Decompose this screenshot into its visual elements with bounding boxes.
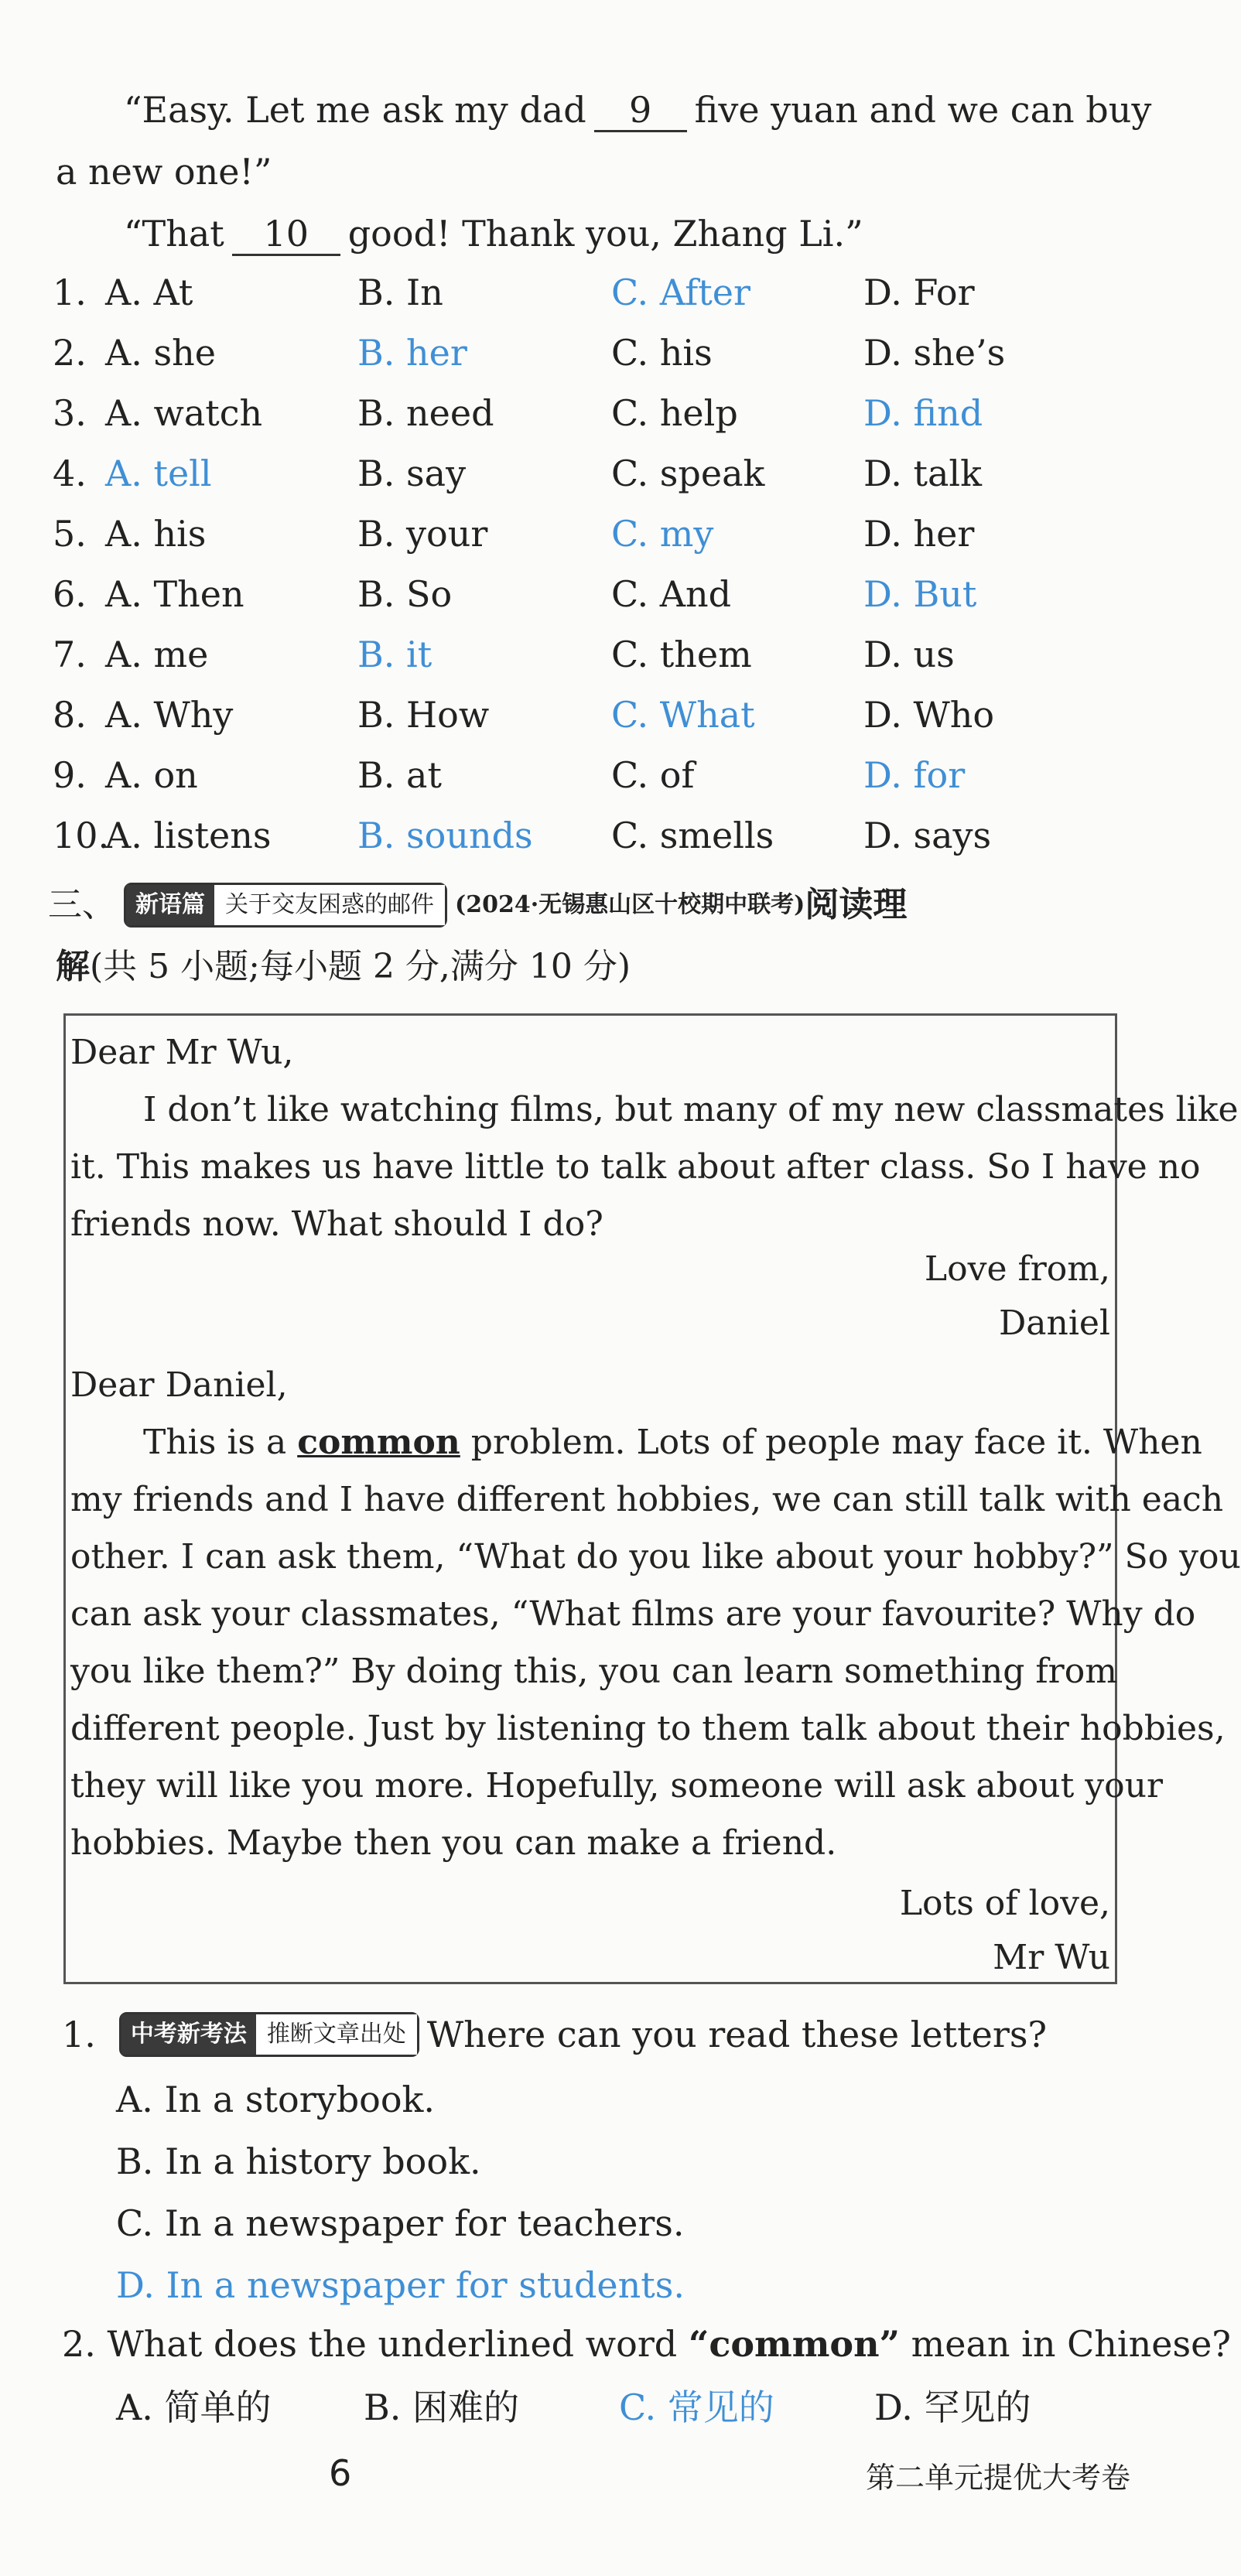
- q2-option-a[interactable]: A. 简单的: [116, 2386, 272, 2428]
- letter1-line: friends now. What should I do?: [70, 1204, 603, 1244]
- cloze-option-b[interactable]: B. In: [357, 272, 443, 313]
- letter2-first-line: [143, 1420, 1202, 1466]
- cloze-option-b-correct[interactable]: B. it: [357, 634, 432, 675]
- cloze-option-c[interactable]: C. speak: [611, 453, 765, 494]
- letter2-line: different people. Just by listening to them talk about their hobbies,: [70, 1709, 1226, 1748]
- letter2-line: hobbies. Maybe then you can make a friend.: [70, 1823, 837, 1863]
- cloze-item-number: 9.: [53, 754, 87, 796]
- cloze-item-number: 8.: [53, 694, 87, 736]
- question-text: mean in Chinese?: [911, 2323, 1231, 2365]
- cloze-option-d[interactable]: D. For: [863, 272, 975, 313]
- cloze-item-number: 1.: [53, 272, 87, 313]
- passage-line-2: a new one!”: [56, 151, 272, 193]
- q2-option-c-correct[interactable]: C. 常见的: [619, 2386, 774, 2428]
- cloze-option-b[interactable]: B. How: [357, 694, 490, 736]
- letter2-closing: Lots of love,: [899, 1884, 1110, 1923]
- blank-9: 9: [594, 90, 687, 132]
- section-title: 阅读理: [805, 885, 908, 924]
- section-number: 三、: [48, 885, 116, 924]
- cloze-item-number: 6.: [53, 573, 87, 615]
- passage-text: “That: [124, 213, 224, 255]
- cloze-option-d-correct[interactable]: D. for: [863, 754, 966, 796]
- cloze-option-d[interactable]: D. talk: [863, 453, 982, 494]
- letter2-line: my friends and I have different hobbies, we can still talk with each: [70, 1480, 1224, 1519]
- passage-text: “Easy. Let me ask my dad: [124, 89, 586, 131]
- page-number: 6: [329, 2452, 352, 2494]
- cloze-option-b[interactable]: B. say: [357, 453, 467, 494]
- underlined-word-common: common: [297, 1423, 460, 1462]
- exam-method-tag: [119, 2012, 419, 2057]
- cloze-option-a[interactable]: A. she: [105, 332, 216, 374]
- letter2-signature: Mr Wu: [993, 1938, 1110, 1977]
- cloze-option-b-correct[interactable]: B. her: [357, 332, 467, 374]
- cloze-option-d[interactable]: D. Who: [863, 694, 995, 736]
- question-1: [62, 2011, 1047, 2058]
- letter1-greeting: Dear Mr Wu,: [70, 1033, 294, 1072]
- passage-line-3: [124, 210, 863, 257]
- letter2-line: can ask your classmates, “What films are your favourite? Why do: [70, 1594, 1196, 1634]
- letter-text: This is a: [143, 1423, 287, 1462]
- cloze-option-c[interactable]: C. And: [611, 573, 732, 615]
- cloze-option-c[interactable]: C. smells: [611, 815, 774, 856]
- question-number: 2.: [62, 2323, 96, 2365]
- q1-option-c[interactable]: C. In a newspaper for teachers.: [116, 2202, 685, 2244]
- section-title-end: 解: [56, 947, 90, 986]
- cloze-option-d[interactable]: D. she’s: [863, 332, 1006, 374]
- cloze-option-a[interactable]: A. At: [105, 272, 193, 313]
- letter2-line: other. I can ask them, “What do you like about your hobby?” So you: [70, 1537, 1241, 1577]
- cloze-option-c[interactable]: C. help: [611, 392, 738, 434]
- cloze-option-d-correct[interactable]: D. find: [863, 392, 983, 434]
- cloze-option-a[interactable]: A. on: [105, 754, 198, 796]
- q2-option-b[interactable]: B. 困难的: [364, 2386, 520, 2428]
- cloze-option-d[interactable]: D. us: [863, 634, 955, 675]
- cloze-item-number: 3.: [53, 392, 87, 434]
- cloze-option-a-correct[interactable]: A. tell: [105, 453, 212, 494]
- letter1-line: I don’t like watching films, but many of my new classmates like: [143, 1090, 1239, 1129]
- letter1-signature: Daniel: [998, 1303, 1110, 1343]
- cloze-option-a[interactable]: A. Then: [105, 573, 244, 615]
- cloze-item-number: 10.: [53, 815, 110, 856]
- cloze-option-c[interactable]: C. his: [611, 332, 713, 374]
- letter2-line: they will like you more. Hopefully, someone will ask about your: [70, 1766, 1163, 1806]
- question-source: (2024·无锡惠山区十校期中联考): [455, 891, 805, 918]
- section-3-header: [48, 882, 907, 928]
- question-2: [62, 2321, 1231, 2367]
- question-keyword: “common”: [688, 2323, 900, 2365]
- cloze-option-d[interactable]: D. says: [863, 815, 992, 856]
- text-type-tag: [124, 883, 447, 928]
- question-text: Where can you read these letters?: [426, 2014, 1048, 2055]
- letter2-line: you like them?” By doing this, you can learn something from: [70, 1652, 1117, 1691]
- cloze-option-c[interactable]: C. of: [611, 754, 695, 796]
- section-3-instructions-line: [56, 944, 631, 990]
- q1-option-b[interactable]: B. In a history book.: [116, 2140, 481, 2182]
- passage-text: five yuan and we can buy: [694, 89, 1152, 131]
- cloze-option-c-correct[interactable]: C. my: [611, 513, 714, 555]
- question-number: 1.: [62, 2014, 96, 2055]
- cloze-option-b[interactable]: B. need: [357, 392, 494, 434]
- section-instructions: (共 5 小题;每小题 2 分,满分 10 分): [90, 947, 631, 986]
- letter1-line: it. This makes us have little to talk about after class. So I have no: [70, 1147, 1201, 1187]
- tag-label: 新语篇: [126, 885, 214, 925]
- cloze-item-number: 4.: [53, 453, 87, 494]
- tag-description: 推断文章出处: [256, 2014, 417, 2055]
- passage-line-1: [124, 87, 1151, 133]
- tag-label: 中考新考法: [121, 2014, 256, 2055]
- tag-description: 关于交友困惑的邮件: [214, 885, 445, 925]
- letters-box: [63, 1013, 1241, 1984]
- cloze-option-a[interactable]: A. Why: [105, 694, 234, 736]
- cloze-option-a[interactable]: A. listens: [105, 815, 272, 856]
- cloze-option-a[interactable]: A. his: [105, 513, 207, 555]
- cloze-option-a[interactable]: A. watch: [105, 392, 263, 434]
- cloze-option-b-correct[interactable]: B. sounds: [357, 815, 533, 856]
- cloze-item-number: 7.: [53, 634, 87, 675]
- q1-option-a[interactable]: A. In a storybook.: [116, 2079, 436, 2120]
- passage-text: good! Thank you, Zhang Li.”: [347, 213, 863, 255]
- cloze-item-number: 5.: [53, 513, 87, 555]
- cloze-option-d[interactable]: D. her: [863, 513, 975, 555]
- cloze-option-a[interactable]: A. me: [105, 634, 209, 675]
- question-text: What does the underlined word: [107, 2323, 678, 2365]
- blank-10: 10: [232, 214, 340, 256]
- cloze-option-d-correct[interactable]: D. But: [863, 573, 977, 615]
- cloze-option-b[interactable]: B. So: [357, 573, 453, 615]
- cloze-option-b[interactable]: B. your: [357, 513, 488, 555]
- q2-option-d[interactable]: D. 罕见的: [874, 2386, 1031, 2428]
- book-title: 第二单元提优大考卷: [865, 2461, 1130, 2495]
- letter-text: problem. Lots of people may face it. When: [470, 1423, 1202, 1462]
- q1-option-d-correct[interactable]: D. In a newspaper for students.: [116, 2264, 685, 2306]
- cloze-option-c-correct[interactable]: C. What: [611, 694, 755, 736]
- cloze-option-b[interactable]: B. at: [357, 754, 442, 796]
- letter2-greeting: Dear Daniel,: [70, 1365, 288, 1405]
- cloze-option-c-correct[interactable]: C. After: [611, 272, 750, 313]
- cloze-item-number: 2.: [53, 332, 87, 374]
- cloze-option-c[interactable]: C. them: [611, 634, 752, 675]
- letter1-closing: Love from,: [924, 1249, 1110, 1289]
